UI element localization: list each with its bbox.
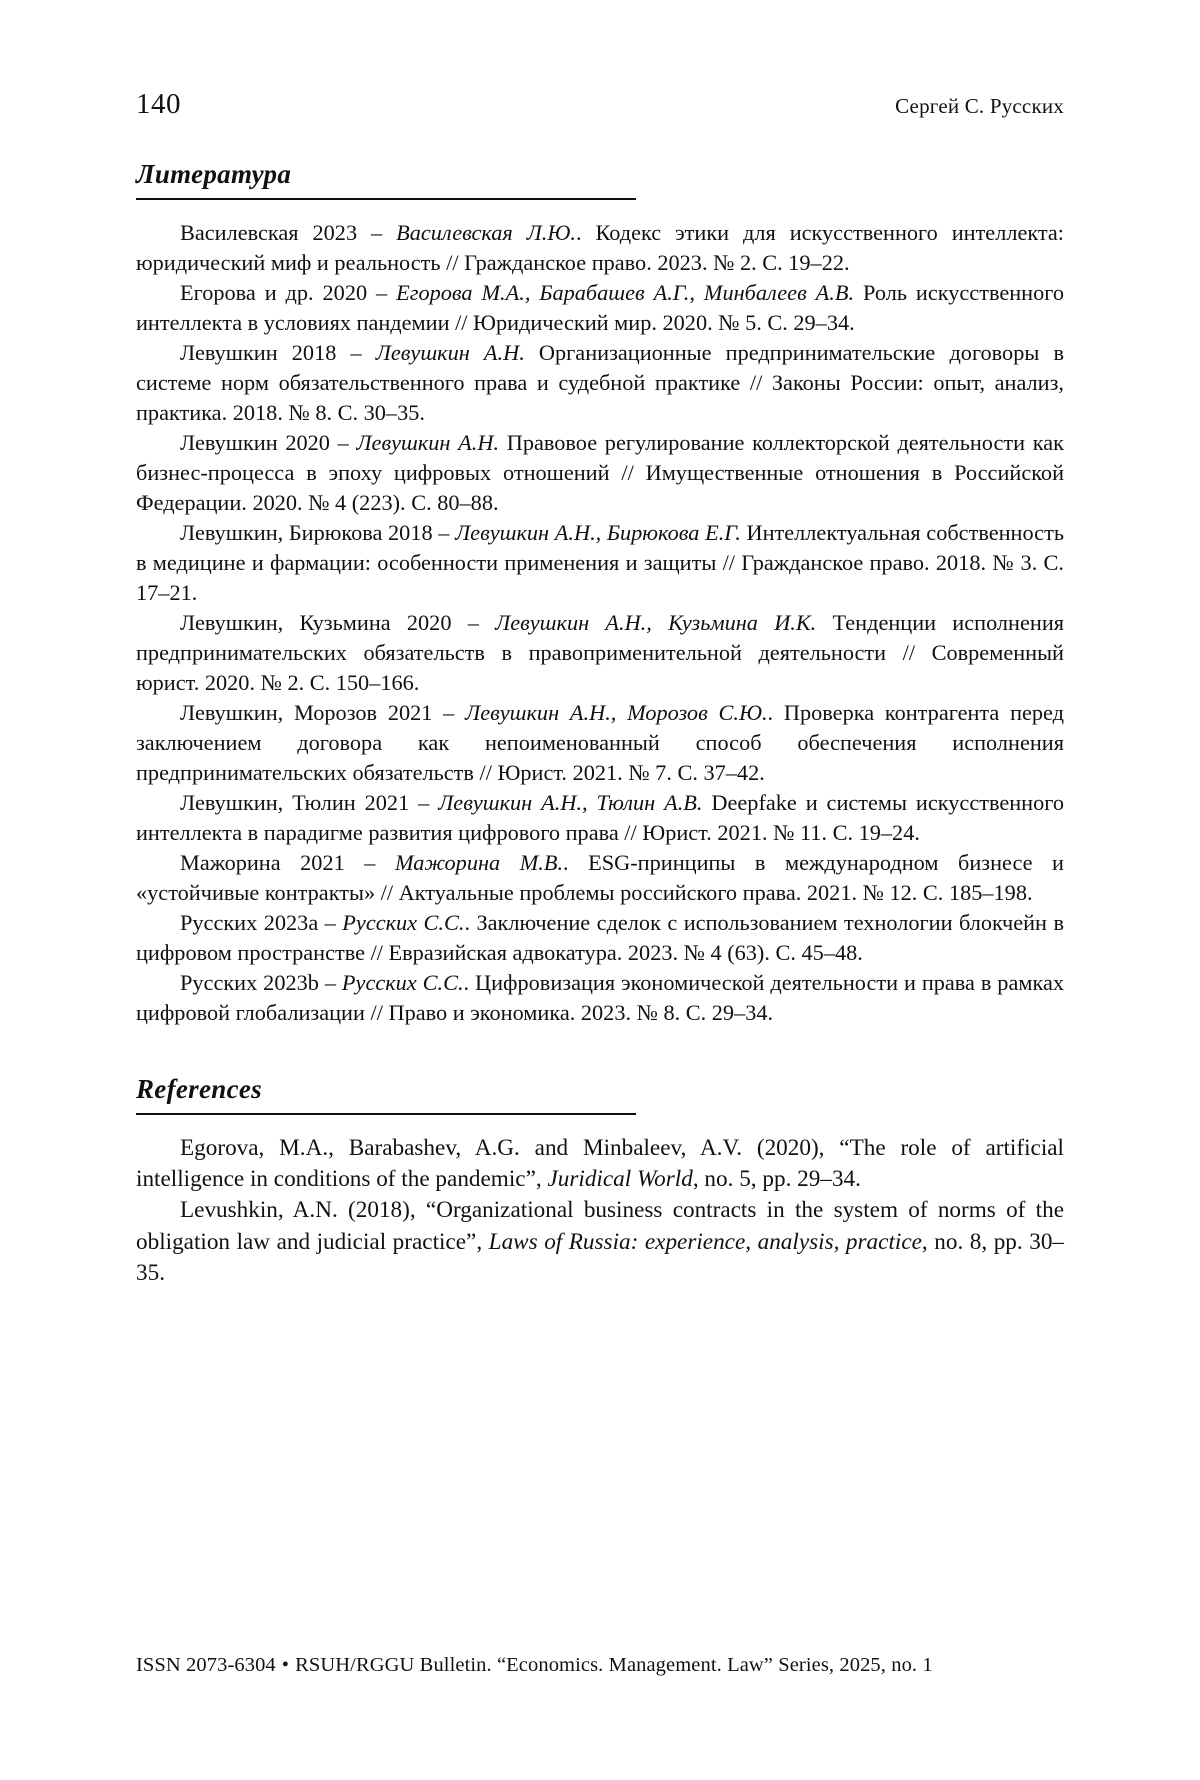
entry-authors: Василевская Л.Ю. — [396, 220, 576, 245]
entry-citation: Правовое регулирование коллекторской деятельности как бизнес-процесса в эпоху цифровых отношений // Имущественные отношения в Российской Федерации. 2020. № 4 (223). С. 80–88. — [136, 429, 1064, 515]
entry-citation: . Цифровизация экономической деятельности и права в рамках цифровой глобализации // Право и экономика. 2023. № 8. С. 29–34. — [136, 969, 1064, 1025]
entry-citation: Интеллектуальная собственность в медицине и фармации: особенности применения и защиты // Гражданское право. 2018. № 3. С. 17–21. — [136, 519, 1064, 605]
reference-locator: , no. 8, pp. 30–35. — [136, 1228, 1065, 1286]
entry-short-label: Левушкин, Кузьмина 2020 – — [180, 609, 496, 635]
bibliography-entry — [136, 848, 1064, 908]
entry-authors: Левушкин А.Н., Кузьмина И.К. — [495, 609, 817, 635]
footer-issn: ISSN 2073-6304 — [136, 1654, 276, 1676]
bibliography-entry — [136, 278, 1064, 338]
section-heading-literature: Литература — [136, 159, 292, 189]
bibliography-entry — [136, 788, 1064, 848]
page-number: 140 — [136, 88, 181, 120]
entry-citation: . Кодекс этики для искусственного интеллекта: юридический миф и реальность // Гражданское право. 2023. № 2. С. 19–22. — [136, 220, 1064, 275]
reference-source-title: Juridical World — [547, 1165, 693, 1192]
entry-short-label: Левушкин 2018 – — [180, 339, 376, 365]
bibliography-entry — [136, 338, 1064, 428]
footer-journal: RSUH/RGGU Bulletin. “Economics. Management. Law” Series, 2025, no. 1 — [295, 1654, 933, 1676]
reference-source-title: Laws of Russia: experience, analysis, practice — [488, 1228, 922, 1255]
entry-citation: Организационные предпринимательские договоры в системе норм обязательственного права и судебной практике // Законы России: опыт, анализ, практика. 2018. № 8. С. 30–35. — [136, 339, 1064, 425]
bibliography-entry — [136, 908, 1064, 968]
entry-citation: . Проверка контрагента перед заключением договора как непоименованный способ обеспечения исполнения предпринимательских обязательств // Юрист. 2021. № 7. С. 37–42. — [136, 699, 1064, 785]
entry-authors: Русских С.С. — [342, 909, 465, 935]
entry-authors: Мажорина М.В. — [394, 849, 564, 875]
entry-short-label: Левушкин, Бирюкова 2018 – — [180, 519, 456, 545]
entry-citation: Deepfake и системы искусственного интеллекта в парадигме развития цифрового права // Юрист. 2021. № 11. С. 19–24. — [136, 789, 1065, 845]
entry-citation: . Заключение сделок с использованием технологии блокчейн в цифровом пространстве // Евразийская адвокатура. 2023. № 4 (63). С. 45–48. — [136, 909, 1064, 965]
reference-text: Egorova, M.A., Barabashev, A.G. and Minbaleev, A.V. (2020), “The role of artificial intelligence in conditions of the pandemic”, — [136, 1134, 1064, 1192]
entry-authors: Левушкин А.Н. — [356, 429, 500, 455]
bibliography-entry — [136, 218, 1064, 278]
bibliography-entry — [136, 428, 1064, 518]
entry-citation: Тенденции исполнения предпринимательских обязательств в правоприменительной деятельности // Современный юрист. 2020. № 2. С. 150–166. — [136, 609, 1065, 695]
entry-short-label: Егорова и др. 2020 – — [180, 279, 397, 305]
reference-text: Levushkin, A.N. (2018), “Organizational business contracts in the system of norms of the obligation law and judicial practice”, — [136, 1197, 1064, 1255]
section-heading-references: References — [136, 1073, 262, 1104]
entry-short-label: Левушкин, Тюлин 2021 – — [180, 789, 439, 815]
entry-authors: Русских С.С. — [341, 969, 464, 995]
bibliography-entry — [136, 518, 1064, 608]
footer-separator: • — [281, 1654, 290, 1676]
entry-authors: Егорова М.А., Барабашев А.Г., Минбалеев А.В. — [396, 279, 855, 305]
entry-short-label: Левушкин, Морозов 2021 – — [180, 699, 466, 725]
entry-citation: Роль искусственного интеллекта в условиях пандемии // Юридический мир. 2020. № 5. С. 29–34. — [136, 279, 1064, 335]
page-content — [136, 88, 1064, 1289]
entry-authors: Левушкин А.Н., Тюлин А.В. — [438, 789, 703, 815]
literature-list — [136, 218, 1064, 1028]
section-spacer — [136, 1028, 1064, 1074]
reference-locator: , no. 5, pp. 29–34. — [692, 1165, 861, 1192]
reference-entry — [136, 1133, 1064, 1196]
bibliography-entry — [136, 698, 1064, 788]
bibliography-entry — [136, 968, 1064, 1028]
entry-short-label: Василевская 2023 – — [180, 220, 397, 245]
heading-rule-references — [136, 1113, 636, 1115]
bibliography-entry — [136, 608, 1064, 698]
page-footer — [136, 1654, 1064, 1677]
entry-authors: Левушкин А.Н. — [375, 339, 525, 365]
running-head-author: Сергей С. Русских — [895, 94, 1064, 118]
heading-rule-literature — [136, 198, 636, 200]
entry-authors: Левушкин А.Н., Морозов С.Ю. — [465, 699, 768, 725]
entry-short-label: Левушкин 2020 – — [180, 429, 357, 455]
references-list — [136, 1133, 1064, 1290]
entry-short-label: Русских 2023b – — [180, 969, 342, 995]
entry-short-label: Мажорина 2021 – — [180, 849, 395, 875]
entry-citation: . ESG-принципы в международном бизнесе и «устойчивые контракты» // Актуальные проблемы российского права. 2021. № 12. С. 185–198. — [136, 849, 1064, 905]
reference-entry — [136, 1195, 1064, 1289]
entry-short-label: Русских 2023a – — [180, 909, 343, 935]
entry-authors: Левушкин А.Н., Бирюкова Е.Г. — [455, 519, 741, 545]
running-head — [136, 88, 1064, 121]
